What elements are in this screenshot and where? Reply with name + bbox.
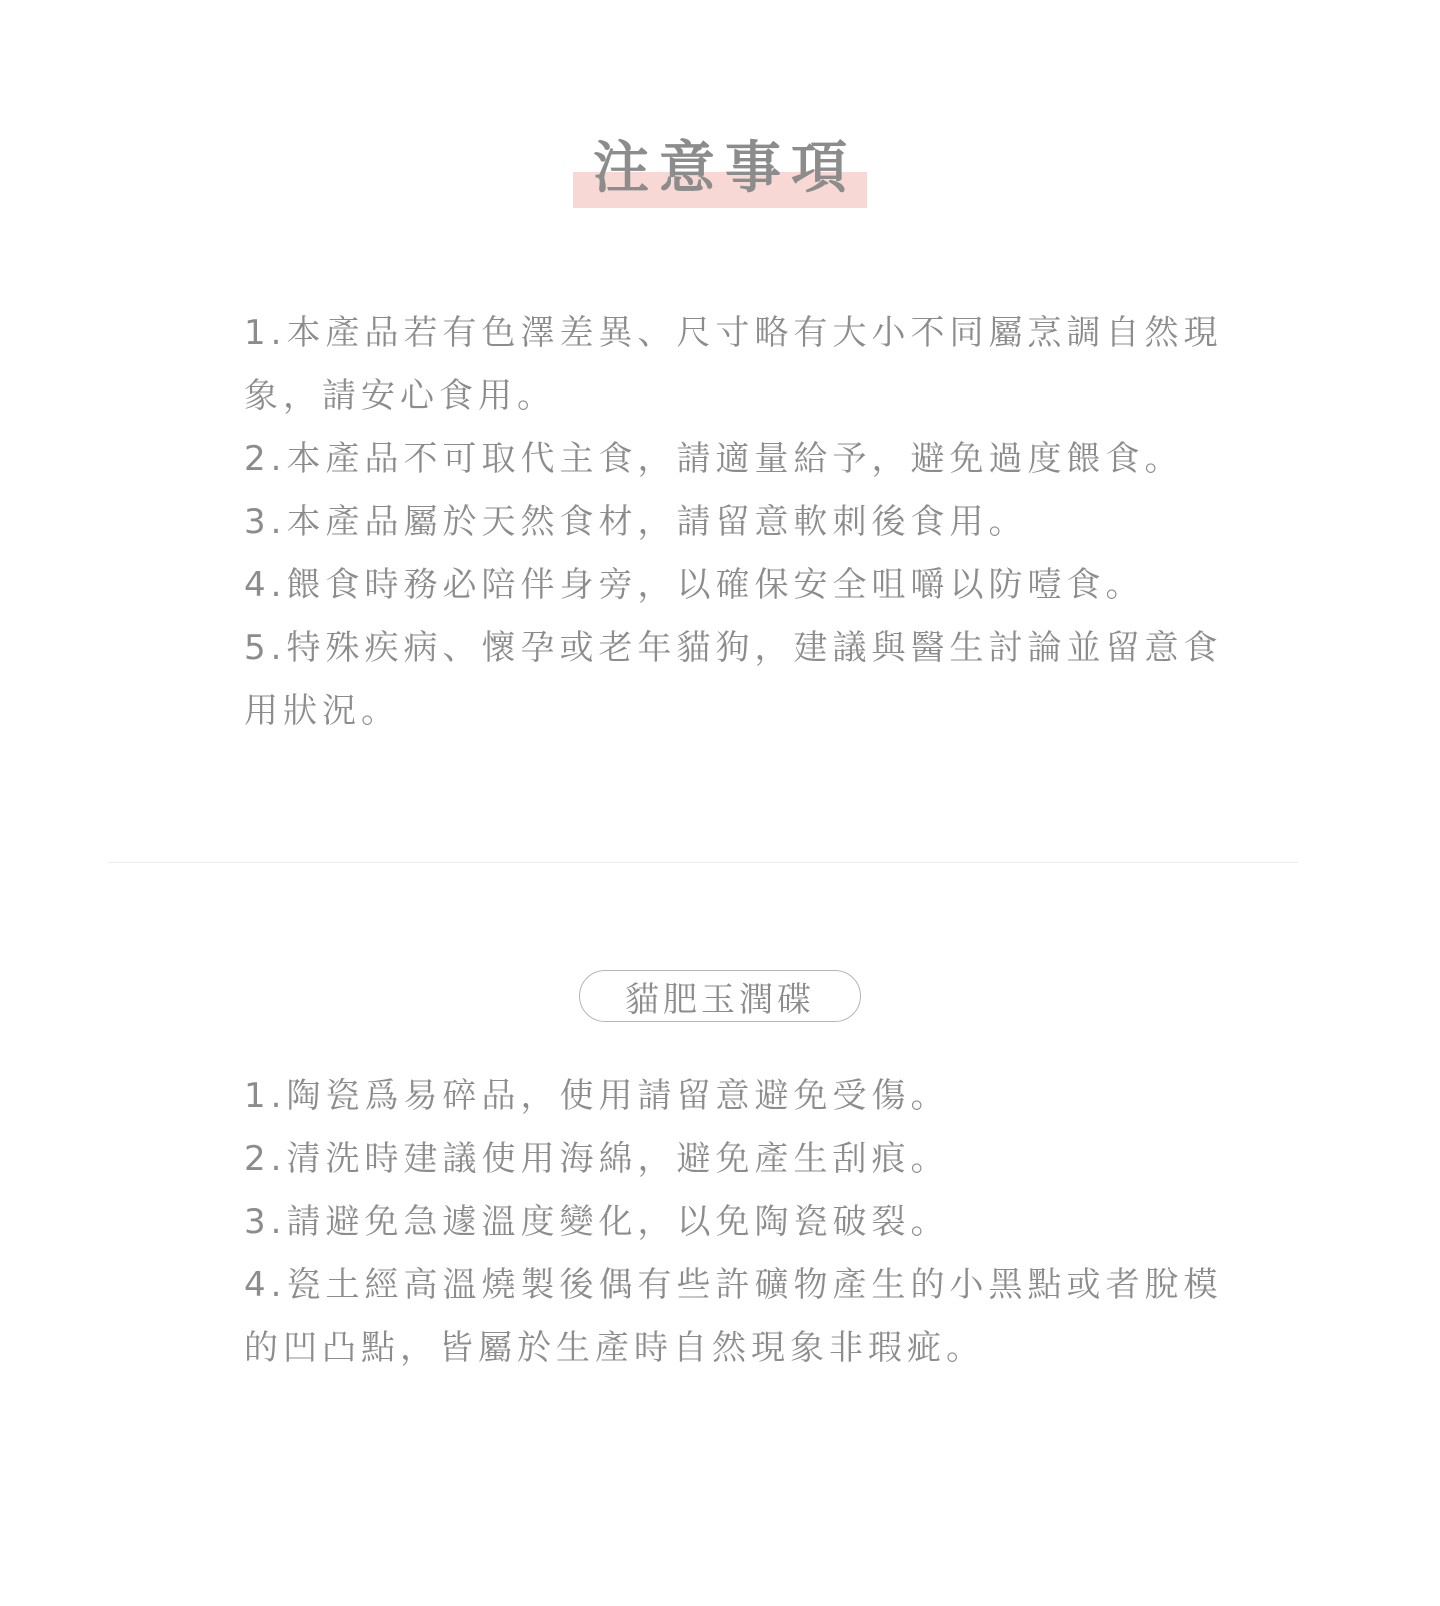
dish-title-pill (579, 970, 861, 1022)
list-item: 3.本產品屬於天然食材，請留意軟刺後食用。 (244, 502, 1028, 542)
list-item: 3.請避免急遽溫度變化，以免陶瓷破裂。 (244, 1202, 950, 1242)
notes-list (244, 302, 1234, 743)
page-title: 注意事項 (593, 136, 857, 201)
list-item: 5.特殊疾病、懷孕或老年貓狗，建議與醫生討論並留意食用狀況。 (244, 628, 1223, 731)
dish-notes-list (244, 1065, 1234, 1380)
list-item: 2.清洗時建議使用海綿，避免產生刮痕。 (244, 1139, 950, 1179)
list-item: 4.餵食時務必陪伴身旁，以確保安全咀嚼以防噎食。 (244, 565, 1145, 605)
notes-title-box (573, 130, 867, 210)
dish-title-container (0, 970, 1440, 1022)
list-item: 1.本產品若有色澤差異、尺寸略有大小不同屬烹調自然現象，請安心食用。 (244, 313, 1223, 416)
notes-title-container (0, 130, 1440, 210)
list-item: 4.瓷土經高溫燒製後偶有些許礦物產生的小黑點或者脫模的凹凸點，皆屬於生產時自然現象非瑕疵。 (244, 1265, 1223, 1368)
list-item: 2.本產品不可取代主食，請適量給予，避免過度餵食。 (244, 439, 1184, 479)
section-divider (108, 862, 1298, 863)
dish-title: 貓肥玉潤碟 (625, 979, 815, 1020)
list-item: 1.陶瓷爲易碎品，使用請留意避免受傷。 (244, 1076, 950, 1116)
